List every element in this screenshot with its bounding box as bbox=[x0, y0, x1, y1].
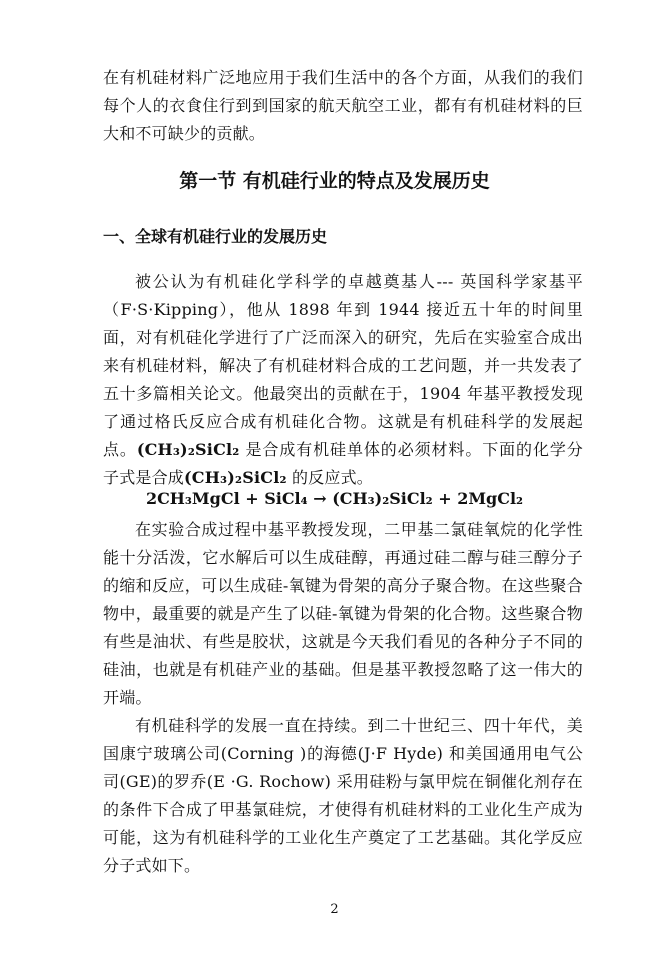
hydrolysis-paragraph: 在实验合成过程中基平教授发现，二甲基二氯硅氧烷的化学性能十分活泼，它水解后可以生成硅醇，再通过硅二醇与硅三醇分子的缩和反应，可以生成硅-氧键为骨架的高分子聚合物。在这些聚合物中，最重要的就是产生了以硅-氧键为骨架的化合物。这些聚合物有些是油状、有些是胶状，这就是今天我们看见的各种分子不同的硅油，也就是有机硅产业的基础。但是基平教授忽略了这一伟大的开端。 bbox=[103, 520, 583, 707]
formula-description: 是合成有机硅单体的必须材料。下面的化学分子式是合成 bbox=[103, 440, 583, 487]
kipping-paragraph bbox=[103, 268, 583, 492]
section-title: 第一节 有机硅行业的特点及发展历史 bbox=[179, 170, 490, 192]
industrialization-paragraph: 有机硅科学的发展一直在持续。到二十世纪三、四十年代，美国康宁玻璃公司(Corning )的海德(J·F Hyde) 和美国通用电气公司(GE)的罗乔(E ·G. Rochow) 采用硅粉与氯甲烷在铜催化剂存在的条件下合成了甲基氯硅烷，才使得有机硅材料的工业化生产成为可能，这为有机硅科学的工业化生产奠定了工艺基础。其化学反应分子式如下。 bbox=[103, 716, 583, 875]
page-number: 2 bbox=[330, 902, 339, 917]
subsection-title: 一、全球有机硅行业的发展历史 bbox=[103, 227, 328, 246]
formula-dimethyldichlorosilane: (CH₃)₂SiCl₂ bbox=[136, 440, 240, 459]
kipping-text: 被公认为有机硅化学科学的卓越奠基人--- 英国科学家基平（F·S·Kipping），他从 1898 年到 1944 接近五十年的时间里面，对有机硅化学进行了广泛而深入的研究，先后在实验室合成出来有机硅材料，解决了有机硅材料合成的工艺问题，并一共发表了五十多篇相关论文。他最突出的贡献在于，1904 年基平教授发现了通过格氏反应合成有机硅化合物。这就是有机硅科学的发展起点。 bbox=[103, 272, 583, 459]
grignard-equation: 2CH₃MgCl + SiCl₄ → (CH₃)₂SiCl₂ + 2MgCl₂ bbox=[145, 489, 524, 508]
intro-paragraph: 在有机硅材料广泛地应用于我们生活中的各个方面，从我们的我们每个人的衣食住行到到国家的航天航空工业，都有有机硅材料的巨大和不可缺少的贡献。 bbox=[103, 68, 583, 143]
formula-dimethyldichlorosilane-2: (CH₃)₂SiCl₂ bbox=[184, 468, 287, 487]
formula-end: 的反应式。 bbox=[286, 468, 373, 487]
